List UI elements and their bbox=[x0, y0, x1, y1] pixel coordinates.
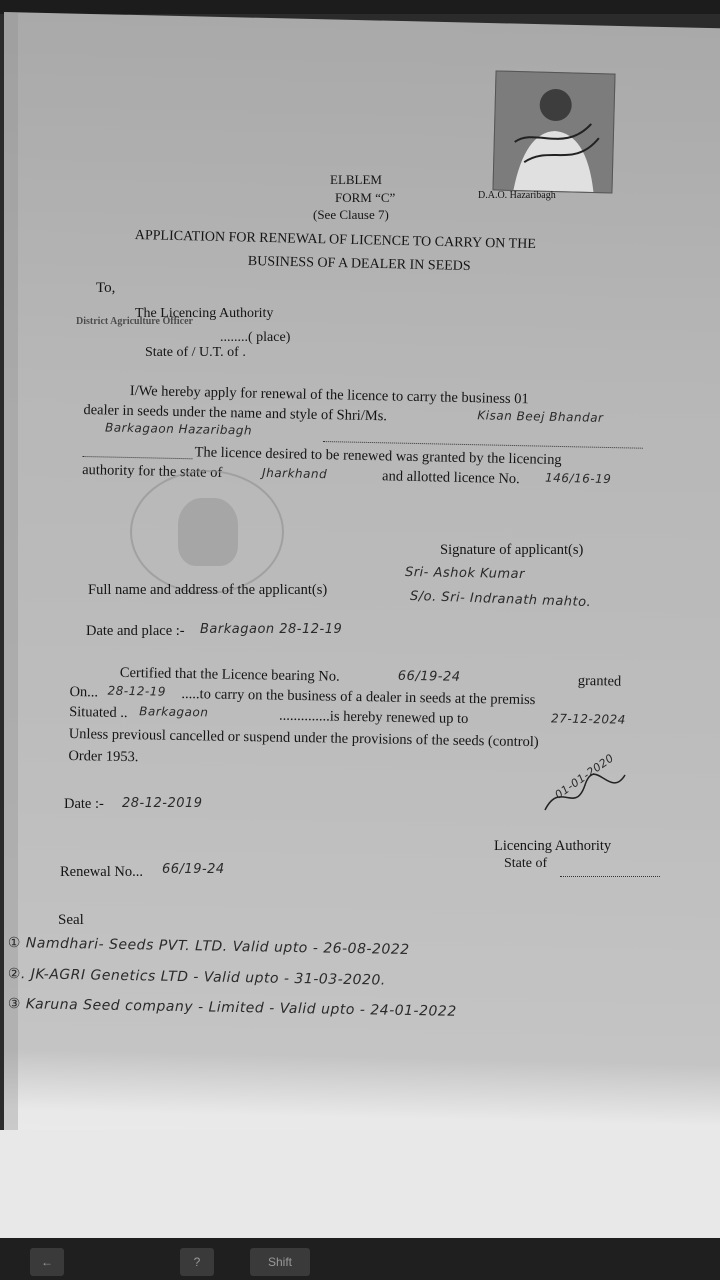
dotted-line bbox=[82, 456, 192, 459]
hw-licence-no: 146/16-19 bbox=[544, 470, 612, 487]
hw-date-place: Barkagaon 28-12-19 bbox=[200, 622, 343, 637]
dealer-note-1: ① Namdhari- Seeds PVT. LTD. Valid upto - 26-08-2022 bbox=[7, 935, 410, 959]
cert-line3a: Situated .. bbox=[69, 703, 128, 722]
question-key[interactable]: ? bbox=[180, 1248, 214, 1276]
date-place-label: Date and place :- bbox=[86, 623, 185, 639]
hw-cert-on: 28-12-19 bbox=[107, 683, 167, 699]
dotted-line bbox=[560, 876, 660, 877]
fullname-label: Full name and address of the applicant(s) bbox=[88, 582, 328, 598]
cert-line4: Unless previousl cancelled or suspend under the provisions of the seeds (control) bbox=[68, 725, 539, 751]
apply-line5b: and allotted licence No. bbox=[381, 468, 520, 488]
hw-applicant-father: S/o. Sri- Indranath mahto. bbox=[409, 588, 592, 611]
form-label: FORM “C” bbox=[335, 190, 396, 205]
emblem-heading: ELBLEM bbox=[330, 172, 382, 187]
certificate-paragraph bbox=[68, 664, 670, 766]
photo-stamp-text: D.A.O. Hazaribagh bbox=[478, 190, 556, 201]
district-officer-stamp: District Agriculture Officer bbox=[76, 316, 193, 327]
clause-label: (See Clause 7) bbox=[313, 207, 389, 222]
hw-applicant-name: Sri- Ashok Kumar bbox=[404, 564, 526, 583]
apply-line5a: authority for the state of bbox=[81, 461, 223, 481]
cert-line5: Order 1953. bbox=[68, 747, 139, 766]
arrow-left-key[interactable]: ← bbox=[30, 1248, 64, 1276]
cert-line2b: .....to carry on the business of a dealer in seeds at the premiss bbox=[181, 685, 536, 709]
cert-line3b: ..............is hereby renewed up to bbox=[278, 707, 469, 727]
date-label: Date :- bbox=[64, 796, 104, 812]
dealer-note-2: ②. JK-AGRI Genetics LTD - Valid upto - 31-03-2020. bbox=[7, 966, 386, 989]
shift-key[interactable]: Shift bbox=[250, 1248, 310, 1276]
dealer-note-3: ③ Karuna Seed company - Limited - Valid upto - 24-01-2022 bbox=[7, 996, 457, 1020]
hw-cert-upto: 27-12-2024 bbox=[551, 711, 626, 727]
seal-label: Seal bbox=[58, 912, 84, 928]
cert-line1a: Certified that the Licence bearing No. bbox=[119, 664, 340, 685]
hw-authority-signature-date: 01-01-2020 bbox=[552, 751, 617, 802]
licencing-authority-label: Licencing Authority bbox=[494, 838, 612, 854]
emblem-icon bbox=[178, 498, 238, 566]
renewal-label: Renewal No... bbox=[60, 864, 143, 880]
apply-line2: dealer in seeds under the name and style of Shri/Ms. bbox=[83, 401, 388, 425]
apply-line1: I/We hereby apply for renewal of the licence to carry the business 01 bbox=[129, 382, 529, 408]
application-title-line1: APPLICATION FOR RENEWAL OF LICENCE TO CARRY ON THE bbox=[134, 228, 537, 253]
hw-state: Jharkhand bbox=[261, 465, 328, 482]
licencing-authority-addressee: The Licencing Authority bbox=[135, 306, 274, 321]
state-of-label: State of bbox=[504, 856, 548, 871]
hw-cert-situated: Barkagaon bbox=[139, 704, 209, 720]
place-label: ........( place) bbox=[220, 330, 291, 345]
to-label: To, bbox=[96, 280, 116, 296]
hw-firm-name: Kisan Beej Bhandar bbox=[477, 408, 604, 425]
hw-cert-no: 66/19-24 bbox=[397, 668, 461, 685]
apply-line4: The licence desired to be renewed was granted by the licencing bbox=[194, 444, 562, 469]
state-label: State of / U.T. of . bbox=[145, 345, 246, 360]
application-title-line2: BUSINESS OF A DEALER IN SEEDS bbox=[247, 254, 471, 275]
hw-date: 28-12-2019 bbox=[122, 796, 203, 811]
cert-line1b: granted bbox=[577, 672, 622, 690]
application-paragraph bbox=[81, 382, 664, 488]
keyboard-strip bbox=[0, 1238, 720, 1280]
applicant-photo bbox=[492, 70, 615, 193]
hw-firm-place: Barkagaon Hazaribagh bbox=[104, 420, 253, 438]
hw-renewal-no: 66/19-24 bbox=[162, 862, 225, 877]
authority-signature-icon bbox=[540, 770, 630, 820]
cert-line2a: On... bbox=[69, 683, 99, 701]
signature-label: Signature of applicant(s) bbox=[440, 542, 584, 558]
